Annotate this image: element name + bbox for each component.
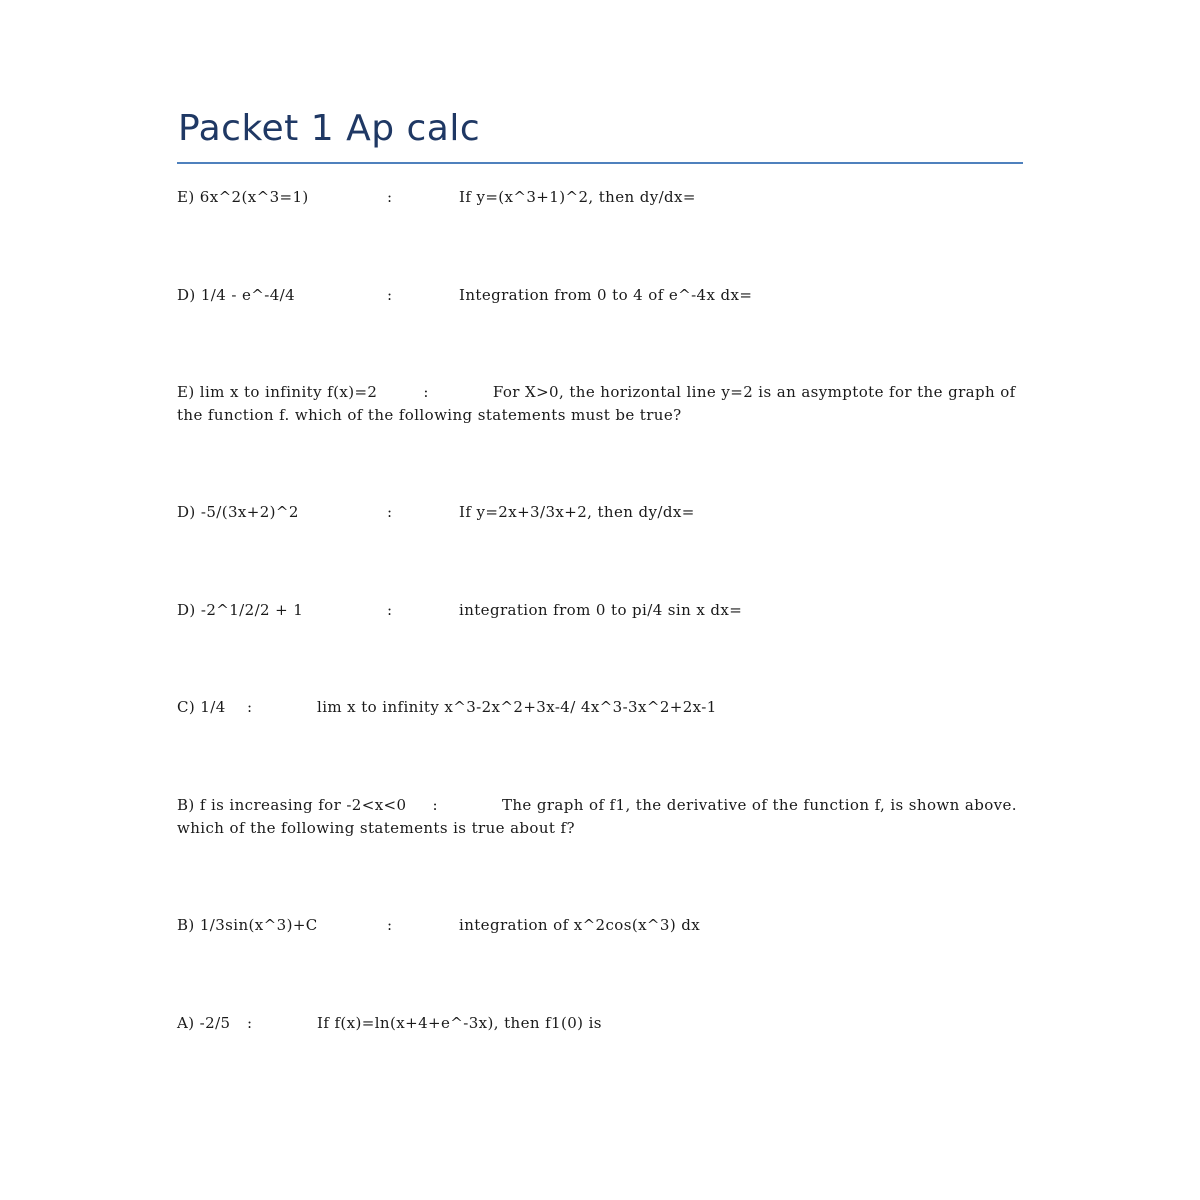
answer-text: E) lim x to infinity f(x)=2 xyxy=(177,383,378,401)
list-item xyxy=(177,696,1023,720)
question-text: integration of x^2cos(x^3) dx xyxy=(459,916,701,934)
separator: : xyxy=(387,601,393,619)
answer-text: C) 1/4 xyxy=(177,698,226,716)
page-title: Packet 1 Ap calc xyxy=(178,108,481,149)
question-text: integration from 0 to pi/4 sin x dx= xyxy=(459,601,743,619)
list-item xyxy=(177,501,1023,525)
list-item xyxy=(177,186,1023,210)
answer-text: D) -2^1/2/2 + 1 xyxy=(177,601,304,619)
separator: : xyxy=(247,1014,253,1032)
answer-text: D) -5/(3x+2)^2 xyxy=(177,503,299,521)
list-item xyxy=(177,914,1023,938)
separator: : xyxy=(387,188,393,206)
answer-text: E) 6x^2(x^3=1) xyxy=(177,188,309,206)
question-text: The graph of f1, the derivative of the function f, is shown above. which of the following statements is true about f? xyxy=(177,796,1017,837)
title-underline xyxy=(177,162,1023,164)
list-item xyxy=(177,381,1023,426)
separator: : xyxy=(387,916,393,934)
question-text: If f(x)=ln(x+4+e^-3x), then f1(0) is xyxy=(317,1014,602,1032)
separator: : xyxy=(387,286,393,304)
separator: : xyxy=(432,796,438,814)
answer-text: B) f is increasing for -2<x<0 xyxy=(177,796,407,814)
list-item xyxy=(177,599,1023,623)
answer-text: D) 1/4 - e^-4/4 xyxy=(177,286,296,304)
answer-text: B) 1/3sin(x^3)+C xyxy=(177,916,318,934)
question-text: For X>0, the horizontal line y=2 is an asymptote for the graph of the function f. which of the following statements must be true? xyxy=(177,383,1016,424)
list-item xyxy=(177,284,1023,308)
separator: : xyxy=(387,503,393,521)
separator: : xyxy=(423,383,429,401)
separator: : xyxy=(247,698,253,716)
question-text: If y=2x+3/3x+2, then dy/dx= xyxy=(459,503,695,521)
list-item xyxy=(177,794,1023,839)
answer-text: A) -2/5 xyxy=(177,1014,231,1032)
question-text: Integration from 0 to 4 of e^-4x dx= xyxy=(459,286,753,304)
question-text: If y=(x^3+1)^2, then dy/dx= xyxy=(459,188,696,206)
list-item xyxy=(177,1012,1023,1036)
question-text: lim x to infinity x^3-2x^2+3x-4/ 4x^3-3x^2+2x-1 xyxy=(317,698,717,716)
